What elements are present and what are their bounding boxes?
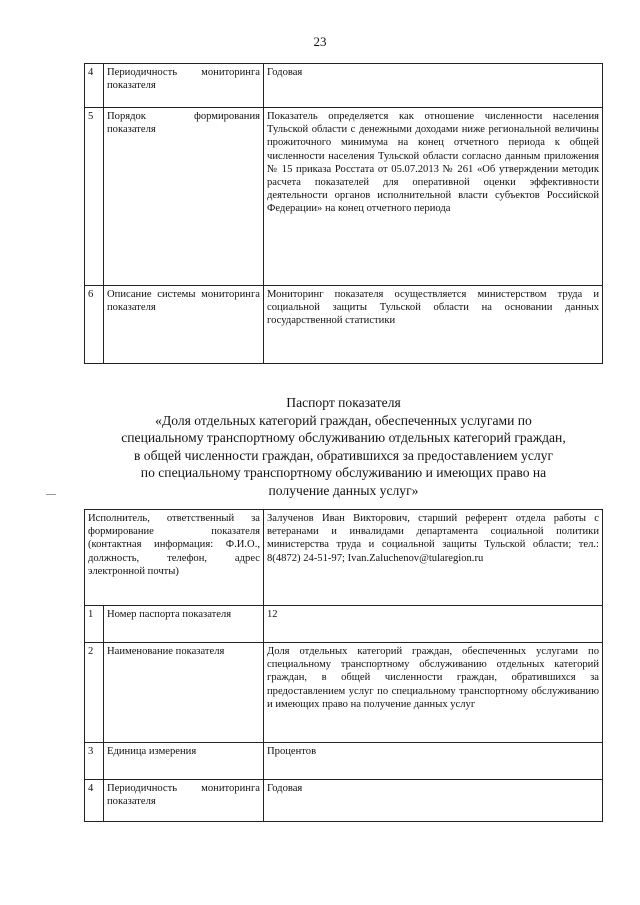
table-row <box>85 286 603 364</box>
passport-heading <box>84 394 603 499</box>
indicator-table-continued <box>84 63 603 364</box>
passport-subtitle-line: получение данных услуг» <box>268 482 419 498</box>
row-label: Описание системы мониторинга показателя <box>104 286 264 364</box>
row-label: Периодичность мониторинга показателя <box>104 780 264 822</box>
passport-subtitle-line: по специальному транспортному обслуживанию и имеющих право на <box>140 465 547 480</box>
row-label: Единица измерения <box>104 743 264 780</box>
table-row <box>85 64 603 108</box>
page-number: 23 <box>313 34 327 49</box>
row-number: 6 <box>85 286 104 364</box>
table-row <box>85 780 603 822</box>
row-value: Годовая <box>264 780 603 822</box>
passport-subtitle-line: специальному транспортному обслуживанию отдельных категорий граждан, <box>121 430 566 445</box>
row-value: 12 <box>264 606 603 643</box>
row-value: Показатель определяется как отношение численности населения Тульской области с денежными доходами ниже региональной величины прожиточного минимума на конец отчетного периода к общей численности населения Тульской области согласно данным приложения № 15 приказа Росстата от 05.07.2013 № 261 «Об утверждении методик расчета показателей для оперативной оценки эффективности деятельности органов исполнительной власти субъектов Российской Федерации» на конец отчетного периода <box>264 108 603 286</box>
row-number: 1 <box>85 606 104 643</box>
row-value: Годовая <box>264 64 603 108</box>
table-row-executor <box>85 510 603 606</box>
row-value: Мониторинг показателя осуществляется министерством труда и социальной защиты Тульской области на основании данных государственной статистики <box>264 286 603 364</box>
table-row <box>85 743 603 780</box>
passport-table <box>84 509 603 822</box>
row-label: Порядок формирования показателя <box>104 108 264 286</box>
row-number: 2 <box>85 643 104 743</box>
row-label: Наименование показателя <box>104 643 264 743</box>
passport-title: Паспорт показателя <box>286 395 401 410</box>
row-number: 3 <box>85 743 104 780</box>
executor-label: Исполнитель, ответственный за формирование показателя (контактная информация: Ф.И.О., должность, телефон, адрес электронной почты) <box>85 510 264 606</box>
table-row <box>85 606 603 643</box>
passport-subtitle-line: «Доля отдельных категорий граждан, обеспеченных услугами по <box>155 412 532 428</box>
row-number: 4 <box>85 64 104 108</box>
table-row <box>85 643 603 743</box>
row-value: Процентов <box>264 743 603 780</box>
table-row <box>85 108 603 286</box>
margin-mark <box>46 494 56 495</box>
row-number: 4 <box>85 780 104 822</box>
row-number: 5 <box>85 108 104 286</box>
passport-subtitle-line: в общей численности граждан, обратившихся за предоставлением услуг <box>133 447 554 463</box>
row-value: Доля отдельных категорий граждан, обеспеченных услугами по специальному транспортному обслуживанию отдельных категорий граждан, в общей численности граждан, обратившихся за предоставлением услуг по специальному транспортному обслуживанию и имеющих право на получение данных услуг <box>264 643 603 743</box>
row-label: Периодичность мониторинга показателя <box>104 64 264 108</box>
executor-value: Залученов Иван Викторович, старший референт отдела работы с ветеранами и инвалидами департамента социальной политики министерства труда и социальной защиты Тульской области; тел.: 8(4872) 24-51-97; Ivan.Zaluchenov@tularegion.ru <box>264 510 603 606</box>
row-label: Номер паспорта показателя <box>104 606 264 643</box>
